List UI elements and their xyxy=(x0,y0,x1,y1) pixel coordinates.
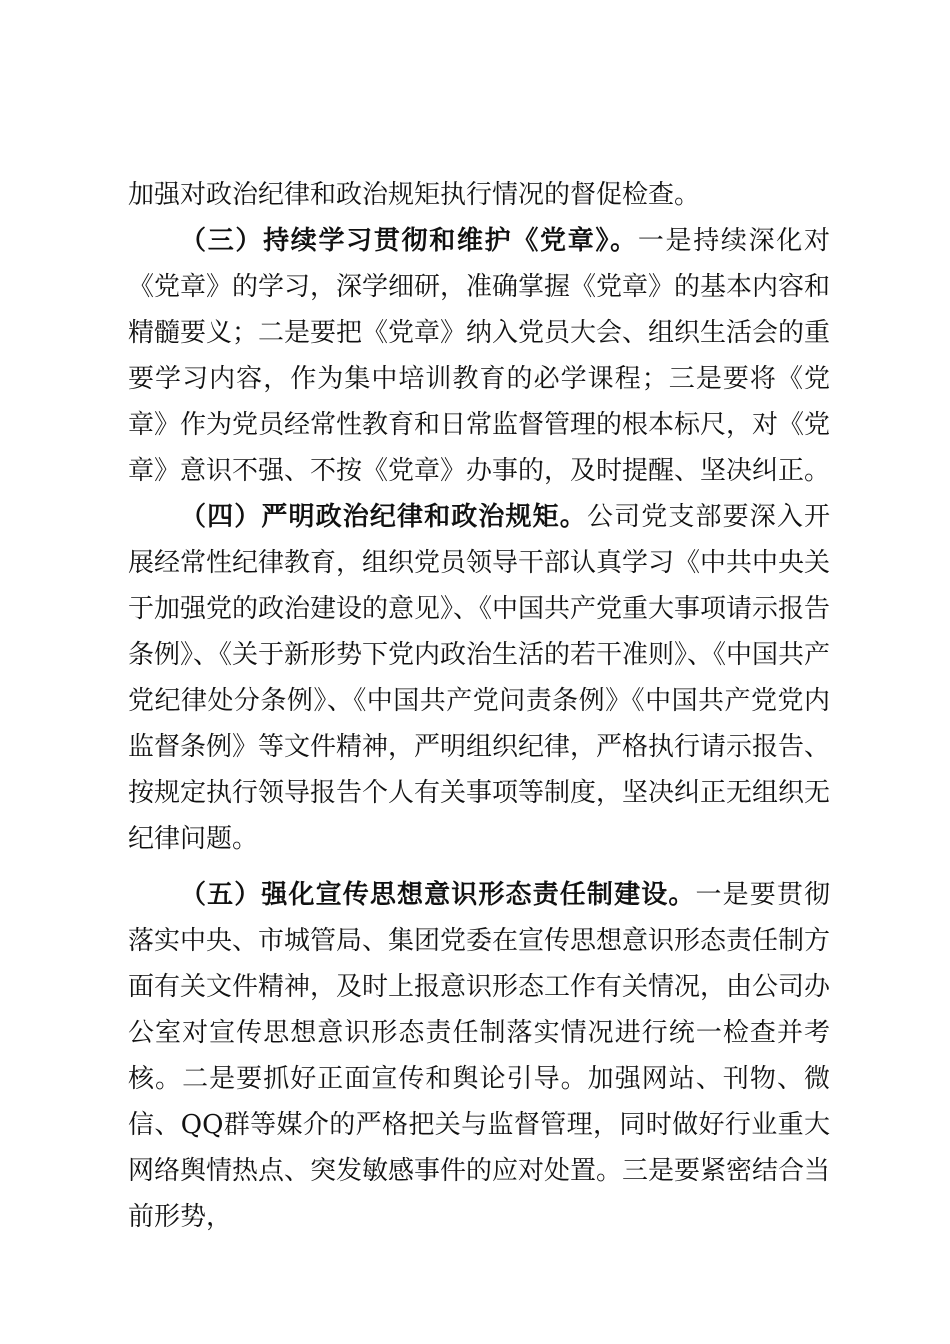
paragraph-section-4 xyxy=(128,494,830,862)
paragraph-section-3 xyxy=(128,218,830,494)
section-heading-4: （四）严明政治纪律和政治规矩。 xyxy=(180,502,587,532)
paragraph-text: 一是持续深化对《党章》的学习，深学细研，准确掌握《党章》的基本内容和精髓要义；二是要把《党章》纳入党员大会、组织生活会的重要学习内容，作为集中培训教育的必学课程；三是要将《党章》作为党员经常性教育和日常监督管理的根本标尺，对《党章》意识不强、不按《党章》办事的，及时提醒、坚决纠正。 xyxy=(128,226,831,486)
paragraph-section-5 xyxy=(128,872,830,1240)
paragraph-text: 公司党支部要深入开展经常性纪律教育，组织党员领导干部认真学习《中共中央关于加强党的政治建设的意见》、《中国共产党重大事项请示报告条例》、《关于新形势下党内政治生活的若干准则》、《中国共产党纪律处分条例》、《中国共产党问责条例》《中国共产党党内监督条例》等文件精神，严明组织纪律，严格执行请示报告、按规定执行领导报告个人有关事项等制度，坚决纠正无组织无纪律问题。 xyxy=(128,502,831,854)
paragraph-continuation xyxy=(128,172,830,218)
section-heading-5: （五）强化宣传思想意识形态责任制建设。 xyxy=(180,880,696,910)
paragraph-text: 一是要贯彻落实中央、市城管局、集团党委在宣传思想意识形态责任制方面有关文件精神，及时上报意识形态工作有关情况，由公司办公室对宣传思想意识形态责任制落实情况进行统一检查并考核。二是要抓好正面宣传和舆论引导。加强网站、刊物、微信、QQ群等媒介的严格把关与监督管理，同时做好行业重大网络舆情热点、突发敏感事件的应对处置。三是要紧密结合当前形势， xyxy=(128,880,831,1232)
paragraph-text: 加强对政治纪律和政治规矩执行情况的督促检查。 xyxy=(128,180,701,210)
section-heading-3: （三）持续学习贯彻和维护《党章》。 xyxy=(180,226,638,256)
document-body xyxy=(128,172,830,1240)
